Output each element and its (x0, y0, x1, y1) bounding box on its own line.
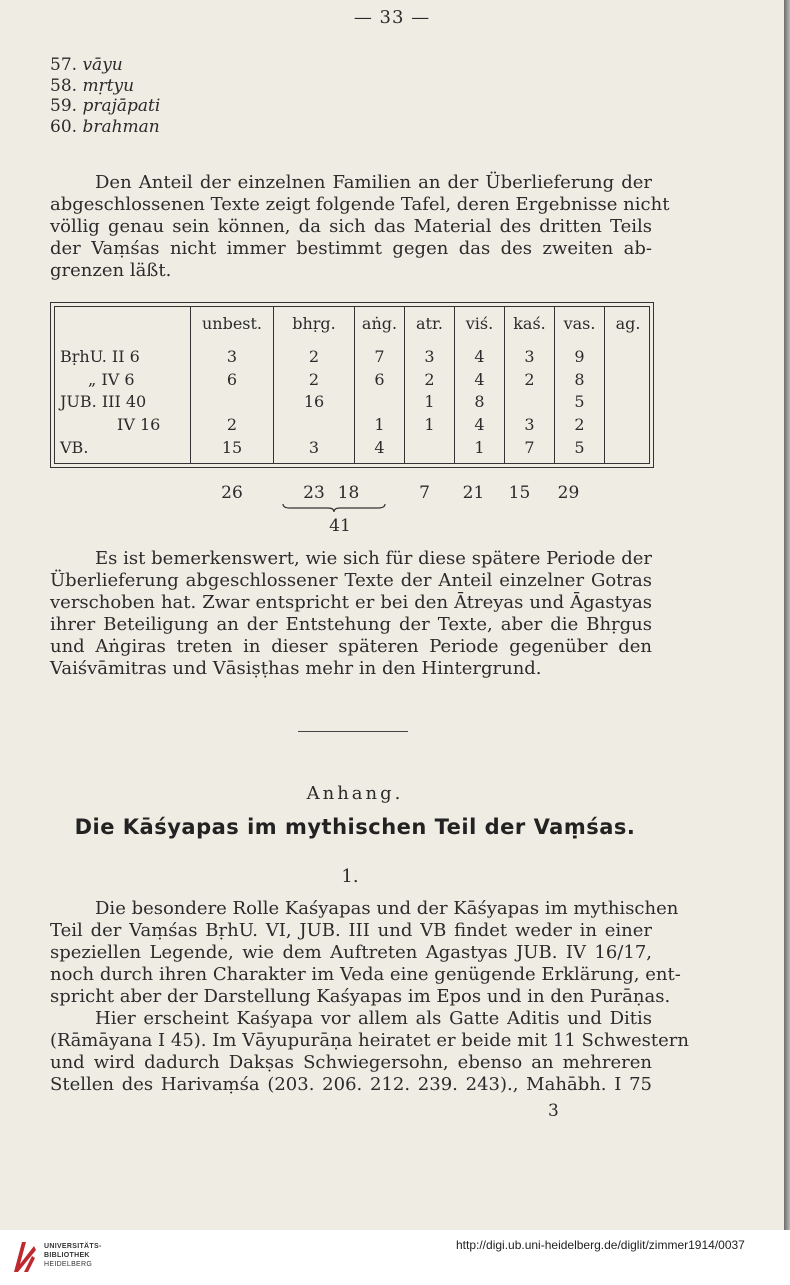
text-line: noch durch ihren Charakter im Veda eine genügende Erklärung, ent- (50, 964, 681, 985)
table-cell: 8 (574, 370, 585, 389)
table-cell: 1 (424, 392, 435, 411)
table-cell: 2 (524, 370, 535, 389)
page-edge (784, 0, 790, 1230)
column-total: 7 (419, 483, 430, 503)
list-number: 59. (50, 96, 78, 116)
list-item (50, 76, 160, 97)
list-term: prajāpati (82, 96, 161, 116)
column-total: 18 (337, 483, 360, 503)
table-cell: 4 (474, 370, 485, 389)
table-cell: 2 (424, 370, 435, 389)
text-line: spricht aber der Darstellung Kaśyapas im Epos und in den Purāṇas. (50, 986, 671, 1007)
library-logo-icon (10, 1238, 38, 1276)
column-header: kaś. (513, 314, 546, 333)
table-rule (273, 306, 274, 464)
paragraph-kasyapa-1 (50, 898, 681, 1008)
text-line: Teil der Vaṃśas BṛhU. VI, JUB. III und VB findet weder in einer (50, 920, 652, 941)
text-line: Hier erscheint Kaśyapa vor allem als Gatte Aditis und Ditis (95, 1008, 652, 1029)
list-term: mṛtyu (82, 75, 135, 96)
text-line: der Vaṃśas nicht immer bestimmt gegen das des zweiten ab- (50, 238, 652, 259)
table-cell: 16 (303, 392, 325, 411)
numbered-list (50, 55, 160, 137)
list-item (50, 55, 160, 76)
column-header: unbest. (201, 314, 263, 333)
table-rule (604, 306, 605, 464)
table-cell: 2 (574, 415, 585, 434)
text-line: Stellen des Harivaṃśa (203. 206. 212. 239. 243)., Mahābh. I 75 (50, 1074, 652, 1095)
appendix-label: Anhang. (306, 783, 404, 804)
paragraph-remark (50, 548, 652, 680)
table-rule (504, 306, 505, 464)
table-cell: 6 (226, 370, 238, 389)
table-rule (554, 306, 555, 464)
combined-total: 41 (329, 516, 351, 536)
text-line: abgeschlossenen Texte zeigt folgende Tafel, deren Ergebnisse nicht (50, 194, 670, 215)
column-total: 26 (221, 483, 243, 503)
table-cell: 5 (574, 392, 585, 411)
table-cell: 3 (226, 347, 238, 366)
list-number: 58. (50, 75, 78, 96)
list-number: 57. (50, 55, 78, 75)
library-name-line: BIBLIOTHEK (44, 1252, 90, 1259)
text-line: verschoben hat. Zwar entspricht er bei den Ātreyas und Āgastyas (50, 592, 652, 613)
text-line: und Aṅgiras treten in dieser späteren Periode gegenüber den (50, 636, 652, 657)
text-line: (Rāmāyana I 45). Im Vāyupurāṇa heiratet er beide mit 11 Schwestern (50, 1030, 689, 1051)
list-item (50, 96, 160, 117)
list-term: brahman (82, 116, 160, 137)
paragraph-kasyapa-2 (50, 1008, 689, 1096)
column-total: 15 (508, 483, 531, 503)
table-cell: 1 (424, 415, 435, 434)
text-line: Es ist bemerkenswert, wie sich für diese spätere Periode der (95, 548, 652, 569)
text-line: Überlieferung abgeschlossener Texte der Anteil einzelner Gotras (50, 570, 652, 591)
column-total: 21 (462, 483, 485, 503)
library-name (44, 1242, 102, 1269)
text-line: speziellen Legende, wie dem Auftreten Agastyas JUB. IV 16/17, (50, 942, 652, 963)
list-number: 60. (50, 116, 78, 137)
table-cell: 5 (574, 438, 585, 457)
section-number: 1. (341, 866, 359, 887)
table-cell: 4 (474, 347, 485, 366)
paragraph-intro (50, 172, 670, 282)
section-divider (298, 731, 408, 732)
table-cell: 4 (474, 415, 485, 434)
list-item (50, 117, 160, 138)
text-line: grenzen läßt. (50, 260, 172, 281)
appendix-title: Die Kāśyapas im mythischen Teil der Vaṃśas. (74, 815, 636, 839)
table-cell: 3 (424, 347, 435, 366)
column-header: viś. (465, 314, 494, 333)
page-header-number: — 33 — (353, 7, 431, 28)
row-label: VB. (60, 438, 89, 457)
table-cell: 9 (574, 347, 585, 366)
column-header: aṅg. (361, 314, 398, 333)
column-header: bhṛg. (292, 314, 336, 333)
table-rule (454, 306, 455, 464)
table-cell: 2 (308, 370, 320, 389)
table-cell: 2 (226, 415, 238, 434)
library-name-line: HEIDELBERG (44, 1261, 93, 1268)
table-rule (190, 306, 191, 464)
underbrace (282, 503, 386, 513)
table-cell: 6 (374, 370, 385, 389)
text-line: Vaiśvāmitras und Vāsiṣṭhas mehr in den Hintergrund. (50, 658, 542, 679)
row-label: JUB. III 40 (60, 392, 147, 411)
table-cell: 7 (524, 438, 535, 457)
library-name-line: UNIVERSITÄTS- (44, 1243, 102, 1250)
source-url[interactable]: http://digi.ub.uni-heidelberg.de/diglit/zimmer1914/0037 (456, 1238, 745, 1252)
table-cell: 7 (374, 347, 385, 366)
text-line: und wird dadurch Dakṣas Schwiegersohn, ebenso an mehreren (50, 1052, 652, 1073)
table-cell: 8 (474, 392, 485, 411)
table-rule (354, 306, 355, 464)
row-label: IV 16 (117, 415, 161, 434)
footer-bar (0, 1230, 790, 1285)
table-cell: 4 (374, 438, 385, 457)
table-cell: 15 (221, 438, 243, 457)
text-line: ihrer Beteiligung an der Entstehung der Texte, aber die Bhṛgus (50, 614, 652, 635)
column-header: ag. (615, 314, 641, 333)
column-total: 29 (557, 483, 580, 503)
signature-mark: 3 (548, 1101, 559, 1121)
table-rule (404, 306, 405, 464)
table-cell: 2 (308, 347, 320, 366)
text-line: Die besondere Rolle Kaśyapas und der Kāśyapas im mythischen (95, 898, 679, 919)
table-cell: 3 (524, 415, 535, 434)
table-cell: 1 (374, 415, 385, 434)
row-label: „ IV 6 (88, 370, 135, 389)
table-cell: 3 (524, 347, 535, 366)
column-header: atr. (416, 314, 443, 333)
text-line: völlig genau sein können, da sich das Material des dritten Teils (50, 216, 652, 237)
table-cell: 3 (308, 438, 320, 457)
column-total: 23 (303, 483, 325, 503)
text-line: Den Anteil der einzelnen Familien an der Überlieferung der (95, 172, 652, 193)
list-term: vāyu (82, 55, 123, 75)
column-header: vas. (563, 314, 596, 333)
row-label: BṛhU. II 6 (60, 347, 140, 366)
table-cell: 1 (474, 438, 485, 457)
